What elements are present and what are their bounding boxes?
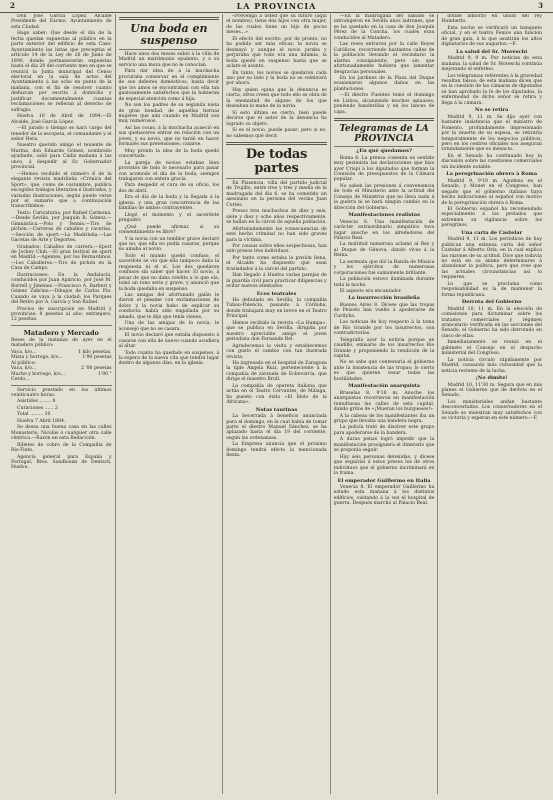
article-paragraph: Bruselas 8, 9'10 m. Anoche los anarquistas recorrieron en manifestación tumultuosa las calles de esta capital, dando gritos de «¡Mueran los burgueses!»	[333, 390, 435, 413]
col5-paragraphs-5	[441, 237, 542, 298]
article-paragraph: No son los padres de su segunda nieta de gran bondad, de aquellas tiernas mujeres que aún cuando en Madrid son muy numerosos.	[118, 103, 220, 125]
divider	[119, 49, 220, 50]
article-paragraph: Agradecemos la visita y establecemos con gusto el cambio con tan ilustrada revista.	[226, 343, 327, 360]
article-paragraph: Así las cosas, á la muchacha acaeció en sus quehaceres entrar en relación con un joven, y su novio, que no tardó en hacer formales sus pretensiones: casarse.	[118, 125, 220, 148]
article-paragraph: Roma 8. La prensa comenta en sentido muy pesimista las declaraciones que hizo ayer Crispi á los diputados que forman la Comisión de presupuestos de la Cámara popular.	[333, 155, 435, 183]
article-paragraph: Hago saber: Que desde el día de la fecha quedan expuestas al público en la parte exterior del edificio de esta Casa-Ayuntamiento las listas que preceptúa el artículo 14 de la Ley de 26 de Junio de 1890, donde permanecerán expuestas hasta el día 20 del corriente mes en que se reunirá la Junta municipal del Censo electoral en la sala de actos del Ayuntamiento á las ocho en punto de la mañana, con el fin de resolver cuanto deduzcan por escrito á domicilio y justificar documentalmente cuantas reclamaciones se refieran al derecho de sufragio.	[11, 31, 112, 113]
article-paragraph: Por causas sobre ellos sospechosas, han sido presos tres individuos.	[226, 243, 327, 255]
article-paragraph: Madrid 9, 9 m. Por noticias de esta mañana, la salud de Sr. Moreschi continúa mejorando el enfermo.	[441, 56, 542, 73]
article-paragraph: Inmediatamente se reunió en el gabinete el Consejo en el despacho ministerial del Congreso.	[441, 340, 542, 357]
col4-paragraphs-2	[334, 156, 435, 212]
article-paragraph: El efecto del escrito, por de pronto, no ha podido ser más eficaz; la novia se desmayó y aunque el novio juraba y perjuraba que todo era una infamia, la boda quedó en suspenso hasta que se aclare el asunto.	[226, 36, 327, 70]
article-paragraph: Ha ingresado en el hospital de Zaragoza la tiple Ángela Ruiz, perteneciente á la compañía de zarzuela de Echevarría, que dirige el maestro Brull.	[226, 361, 327, 383]
article-paragraph: Presos tres muchachos de diez y seis, siete y diez y ocho años respectivamente, se hallan en la cárcel de aquella población.	[226, 209, 327, 226]
market-value: 1 kilo pesetas.	[78, 349, 112, 355]
article-paragraph: Huelva 7 Abril 1894.	[17, 418, 66, 424]
divider	[334, 146, 435, 147]
divider	[226, 142, 327, 145]
article-paragraph: Madrid 9, 11 m. Se dijo ayer con bastante insistencia que el ministro de Fomento, profundamente impresionado por la muerte de su esposa, se retiraría temporalmente de los negocios públicos, pero en los centros oficiales nos aseguran rotundamente que es inexacto.	[441, 114, 542, 153]
market-label: Cerdo...	[11, 377, 30, 383]
col1-extra	[11, 388, 112, 471]
market-label: Vaca, k/o...	[11, 349, 37, 355]
article-paragraph: —El diestro Fuentes tomó el domingo en Lisboa, alcanzando muchos aplausos; poniendo banderillas y en los lances de capa.	[333, 93, 435, 115]
article-paragraph: Los telegramas referentes á la gravedad resultan falsos; de esta mañana dicen que en la cuestión de las cámaras de diputados se han aprobado la fe de los diputados, la enfermedad de dicho señor se retira y llega á la cámara.	[441, 73, 542, 106]
subhead-salud: La salud del Sr. Moreschi	[456, 48, 528, 55]
market-value: 1'90 "	[97, 371, 112, 377]
article-paragraph: Las amigas del afortunado galán le dieron el pésame con exclamaciones de dolor, y la novia hubo de explicar su conducta: había sido engañada por su amado, que le dijo que tenía vienes.	[118, 293, 220, 320]
col5-paragraphs-2	[441, 56, 542, 106]
article-paragraph: Don José García López. Alcalde Presidente del Excmo. Ayuntamiento de esta Ciudad.	[11, 14, 112, 30]
article-paragraph: No se sabe qué contestaría el gobierno ante la insistencia de las tropas; lo cierto es que quieren cesar todas las hostilidades.	[333, 360, 435, 382]
article-paragraph: Madrid 10, 11 m. En la elección de comisiones para dictaminar sobre los tratados comerciales y régimen arancelario verificada en las secciones del Senado, el Gobierno ha sido derrotado en cinco de ellas.	[441, 306, 542, 339]
article-paragraph: Hay seis personas detenidas, y dícese que seguirán á estos presos los de otros individuos que el gobierno incriminará en la trama.	[333, 454, 435, 477]
col3-paragraphs-3	[226, 298, 327, 406]
col1-paragraphs	[11, 14, 112, 323]
market-intro: Reses de la matanza de ayer en el matadero público:	[11, 337, 112, 349]
article-paragraph: Total ......... 10	[17, 412, 51, 418]
market-table	[11, 350, 112, 383]
article-paragraph: donde almorzó en unión del rey Humberto.	[441, 14, 542, 25]
article-paragraph: La compañía de opereta italiana que actúa en el Teatro Cervantes, de Málaga, ha puesto con éxito «El Ídolo de la Africana».	[226, 383, 327, 406]
article-paragraph: Hemos recibido la revista «La Hampa», que se publica en Sevilla, dirigida por nuestro apreciable amigo el joven periodista don Fernando Bel.	[226, 320, 327, 343]
article-paragraph: La pareja de novios estaban bien provistos de todo lo necesario para pasar con acomodo el día de la boda, siempre trabajaron con entera gracia.	[118, 160, 220, 182]
article-paragraph: —En la madrugada del sábado se introdujeron en Sevilla unos ladrones, que se ha quedado en la casa de don Joaquín Pérez de la Concha, los cuales eran conducidos al Matadero.	[333, 14, 435, 41]
article-paragraph: Ha debutado en Sevilla, la compañía Tubau-Palencia, pasando á Córdoba, donde trabajará muy en breve en el Teatro Principal.	[226, 298, 327, 320]
article-paragraph: El aspecto era encantador.	[339, 289, 402, 295]
article-paragraph: Madrid 10, 11'30 m. Segura que en mis planes el Gobierno que de derrota en el Senado.	[441, 382, 542, 399]
market-value: 1'90 pesetas	[82, 355, 112, 361]
article-paragraph: Telegrafía ayer la noticia porque un caudillo, emisario de los insurrectos Rio Grande y proponiendo la rendición de la capital.	[333, 337, 435, 360]
article-paragraph: La becerrada á beneficio anunciada para el domingo, en la cual había de tomar parte el diestro Manuel Sánchez, se ha aplazado hasta el día 19 del corriente, según las ordenanzas.	[226, 414, 327, 441]
col5-paragraphs-7	[441, 383, 542, 422]
article-paragraph: Venecia 8. El emperador Guillermo ha estado esta mañana á los distintos edificios, visitando á la vez el hospital de guerra. Después marchó al Palacio Real.	[333, 484, 435, 507]
col5-paragraphs-6	[441, 307, 542, 374]
subhead-peregrinacion: La peregrinación obrera á Roma	[446, 171, 538, 178]
divider	[226, 178, 327, 179]
market-label: Vaca, k/o...	[11, 366, 37, 372]
col3-paragraphs-2	[226, 181, 327, 290]
col4-paragraphs-3	[334, 220, 435, 295]
article-paragraph: La multitud numerosa aclamó al Rey y al Duque de Génova, dando vivas á la Reina.	[333, 242, 435, 259]
article-paragraph: Texto: Caricaturas, por Rafael Carmona.—Desde Sevilla, por Joaquín R. Gómez.—Gimnástica.—Polo y Tennis.—Tiro de pichón.—Carreras de caballos y cacerías.—Sección de sport.—La Madrileña.—Las Gacetas de Arte y Deportes.	[11, 210, 112, 244]
subhead-derrota: Derrota del Gobierno	[461, 299, 522, 306]
headline-telegramas: Telegramas de LA PROVINCIA	[339, 124, 429, 145]
article-paragraph: Lo que se proclama como responsabilidad es la de mantener la forma republicana.	[441, 281, 542, 298]
article-paragraph: Si es el novio, puede pasar; pero si no, no sabemos qué decir.	[226, 128, 327, 139]
article-paragraph: «Prevenga á usted que su futuro (aquí el nombre), tiene dos hijos con otra mujer, de las cuales tiene un hijo de pocos meses...»	[226, 14, 327, 36]
market-label: Mixta y borrego, k/o...	[11, 355, 63, 361]
subhead-anarquista: Manifestación anarquista	[348, 383, 420, 390]
divider	[11, 385, 112, 386]
article-paragraph: La Empresa anuncia que el próximo domingo tendrá efecto la mencionada fiesta.	[226, 442, 327, 459]
article-paragraph: Para dar idea de á la muchacha procuraba conservar en el cumplimiento de sus deberes domésticos, basta decir que los amos se encontraban con ella tan gustosamente satisfechos que la hubieran de especial atención como á hija.	[118, 69, 220, 102]
article-paragraph: Buenos Aires 8. Dícese que las tropas de Peixoto han vuelto á apoderarse de Curityba.	[333, 302, 435, 319]
col4-paragraphs-6	[334, 485, 435, 507]
divider	[11, 325, 112, 326]
article-paragraph: —Hemos recibido el número 6 de la elegante revista madrileña «Crónica del Sport», que, como de costumbre, publica escogidos trabajos literarios é ilustrados, y variadas ilustraciones, según puede verse por el sumario que a continuación transcribimos:	[11, 171, 112, 210]
article-paragraph: En los jardines de la Plaza del Duque ocasionaron algunos daños en las plantaciones.	[333, 75, 435, 92]
market-label: Al público:	[11, 360, 36, 366]
article-paragraph: Todo el mundo quedó confuso, el sacerdote se vió que ella tampoco daba la respuesta ni el sí. Los dos quedaron confusos sin saber qué hacer. El novio, á pesar de que no daba crédito a lo que oía, tomó un tono serio y grave, y anunció que la boda quedaba en suspenso.	[118, 253, 220, 292]
col5-paragraphs-3	[441, 115, 542, 171]
article-paragraph: Grabados: Caballos de carrera.—Sport de Jockey Club.—El gran festival de sport en Madrid.—Agentes, por los Bernardinos.—Los Caballeros.—Tiro de pichón en la Casa de Campo.	[11, 244, 112, 272]
headline-todas-partes: De todas partes	[245, 146, 308, 176]
article-paragraph: Para despedir el cura de su oficio, los dos de abril.	[118, 183, 220, 194]
subhead-no-retira: No se retira	[475, 107, 509, 114]
market-row	[11, 377, 112, 382]
article-paragraph: La serenata que dió la Banda de Música y los ejércitos de numerosas corporaciones fué sumamente brillante.	[333, 259, 435, 276]
article-paragraph: Muy pronto la idea de la boda quedó concertada.	[118, 148, 220, 160]
subhead-taurinas: Notas taurinas	[255, 406, 298, 413]
article-paragraph: Precios de suscripción en Madrid y provincias: 8 pesetas al año; extranjero, 12 pesetas.	[11, 306, 112, 323]
col4-paragraphs-4	[334, 303, 435, 382]
article-paragraph: Hay quien opina que la denuncia es cierta, otros creen que todo ello es obra de la enemistad de alguno de los que deseaban la mano de la novia.	[226, 87, 327, 110]
article-paragraph: La población estuvo iluminada durante toda la noche.	[333, 277, 435, 288]
divider	[334, 118, 435, 121]
col4-paragraphs-5	[334, 391, 435, 477]
subhead-castelar: Una carta de Castelar	[461, 229, 523, 236]
article-paragraph: Afortunadamente las consecuencias de este hecho criminal no han sido graves para la víctima.	[226, 226, 327, 243]
col5-paragraphs	[441, 14, 542, 48]
subhead-no-dimite: ¡No dimite!	[475, 375, 508, 382]
article-paragraph: Las reses entraron por la calle Reyes Católicos, recorriendo bastantes calles de la población llevando el vecindario la alarma consiguiente, pero sin que afortunadamente hubiera que lamentar desgracias personales.	[333, 42, 435, 75]
article-paragraph: Las noticias de hoy respecto á la toma de Río Grande por los insurrectos, son contradictorias.	[333, 320, 435, 337]
article-paragraph: —El jurado o tiempo se hará cargo del tenedor de la escopeta, el comandante y el señor Hera.	[11, 126, 112, 142]
col3-paragraphs	[226, 14, 327, 139]
subhead-quedamos: ¿En qué quedamos?	[356, 148, 412, 155]
article-paragraph: A la cabeza de los manifestantes iba un grupo que llevaba una bandera negra.	[333, 413, 435, 424]
article-paragraph: Los ministeriales andan bastante desconcertados. Los conservadores en el Senado se muestran muy satisfechos con su victoria y esperan en este número.—F.	[441, 399, 542, 422]
column-3	[223, 14, 331, 794]
column-5	[438, 14, 545, 794]
article-paragraph: En el Senado ha continuado hoy la discusión sobre las cuestiones comerciales sin incidente notable.	[441, 153, 542, 170]
article-paragraph: Venecia 8. Una manifestación de carácter extraordinario simpático tuvo lugar anoche en los alrededores del Palacio Real.	[333, 219, 435, 241]
article-paragraph: Asistidos ........ 8	[17, 399, 56, 405]
market-label: Macho y borrego, k/o...	[11, 371, 66, 377]
article-paragraph: Si esto último es cierto, bien puede decirse que el autor de la denuncia ha logrado su objeto.	[226, 110, 327, 127]
article-paragraph: Se desea una buena casa en las calles Monasterio, Nicolás ó cualquier otra calle céntrica.—Razón en esta Redacción.	[11, 425, 112, 442]
subhead-ecos: Ecos teatrales	[256, 290, 297, 297]
article-paragraph: Agencia general para España y Portugal, Bres. Sandbaum de Dentsch, Huelva.	[11, 454, 112, 471]
subhead-realistas: Manifestaciones realistas	[348, 212, 420, 219]
article-paragraph: Esta noche se verificará un banquete oficial, y en el teatro Fenice una función de gran gala, á la que asistirán los altos dignatarios de sus augustos.—F.	[441, 25, 542, 48]
article-paragraph: Madrid 9, 9'10 m. Agudeza en el Senado, y Monet en el Congreso, han negado que el gobierno italiano haya hecho indicaciones al español con motivo de la peregrinación obrera á Roma.	[441, 178, 542, 206]
article-paragraph: Por tanto como estaba la prisión llena, el Alcalde ha dispuesto que sean trasladados á la cárcel del partido.	[226, 255, 327, 272]
col3-paragraphs-4	[226, 414, 327, 459]
article-paragraph: Nuestro querido amigo el teniente de Marina, don Eduardo Gómez, nombrado ayudante, salió para Cádiz mañana á las once, á despedir al Sr. Gobernador provincial.	[11, 143, 112, 171]
newspaper-title: LA PROVINCIA	[236, 1, 317, 11]
page-number: 2	[10, 1, 15, 10]
article-paragraph: En tanto, los novios se quedaron cada uno por su lado y la boda no se celebrará por ahora.	[226, 70, 327, 87]
article-paragraph: El novio declaró que estaba dispuesto á casarse con ella de nuevo cuando acudiera al altar.	[118, 333, 220, 350]
article-paragraph: Huelva 10 de Abril de 1894.—El Alcalde, José García López.	[11, 114, 112, 125]
article-paragraph: Servicio prestado en los últimos veinticuatro horas:	[11, 387, 112, 398]
article-paragraph: La policía trató de disolver este grupo para apoderarse de la bandera.	[333, 425, 435, 436]
subhead-emperador: El emperador Guillermo en Italia	[337, 477, 431, 484]
article-paragraph: En Plasencia, villa del partido judicial de Trujillo, entre tres y tres y media de la madrugada del día 6, se ha cometido un asesinato en la persona del vecino Juan Cortés.	[226, 180, 327, 208]
col4-paragraphs	[334, 14, 435, 115]
article-paragraph: Una de las amigas de la novia, le aconsejó que no se casara.	[118, 321, 220, 332]
article-paragraph: El Gobierno español ha recomendado especialmente á los prelados que extremen su vigilancia sobre los peregrinos.	[441, 206, 542, 229]
column-1	[8, 14, 116, 794]
headline-boda: Una boda en suspenso	[130, 22, 208, 47]
subhead-brasilena: La insurrección brasileña	[348, 295, 420, 302]
article-paragraph: Era el día de la boda y la llegada á la iglesia, y una gran concurrencia de las familias de ambos contrayentes.	[118, 195, 220, 212]
columns	[8, 14, 545, 794]
column-2	[116, 14, 224, 794]
article-paragraph: Curaciones ...... 2	[17, 405, 58, 411]
article-paragraph: ¿Qué puede afirmar, si su consentimiento es libre?	[118, 224, 220, 236]
market-value: 2 '00 pesetas	[80, 366, 112, 372]
col5-paragraphs-4	[441, 179, 542, 229]
article-paragraph: Hace unos dos meses subió á la villa de Madrid un matrimonio opulento, y a su servicio una moza que no le conocían.	[118, 52, 220, 68]
article-paragraph: Ilustraciones: En la Andalucía, conducidos por Juan Aparicio, por José M. Borrell y Jiménez.—Francisco A. Barberí y Gómez Zabrino.—Dibujos de Carlos Pío. Cuando se vaya á la ciudad; los Parques del Retiro por A. García y San Rafael.	[11, 272, 112, 306]
article-paragraph: Han llegado á Huelva varias parejas de la guardia civil para practicar diligencias y evitar nuevos atentados.	[226, 273, 327, 290]
article-paragraph: Madrid 9, 11 m. Los periódicos de hoy publican una extensa carta del señor Castelar á Alberto Oria, en la cual explica las razones de su actitud. Dice que todavía no está en su ánimo determinarse á abandonar la política, pero que cree que las actuales circunstancias así lo requieren.	[441, 237, 542, 281]
market-title: Matadero y Mercado	[23, 328, 99, 337]
divider	[119, 17, 220, 20]
page-number-right: 3	[538, 1, 543, 10]
article-paragraph: No saben las presiones á conveniencia de todo el Ministerio ante la actitud del Consejo de Ministros que no lleva nada á la guerra ni se hará ningún cambio en la dirección del Gobierno.	[333, 183, 435, 211]
article-paragraph: Billetes de cobro de la Compañía de Río-Tinto.	[11, 442, 112, 454]
masthead	[0, 0, 553, 13]
article-paragraph: Y la novia con un temblor grave declaró que no; que ella no podía casarse, porque no amaba al novio.	[118, 236, 220, 253]
col2-paragraphs	[119, 52, 220, 367]
column-4	[331, 14, 439, 794]
article-paragraph: A duras penas logró impedir que la manifestación prosiguiera el itinerario que se proponía seguir.	[333, 437, 435, 454]
article-paragraph: Todo cuanto ha quedado en suspenso, á la espera de la nueva cita que tendrá lugar dentro de algunos días, en la iglesia.	[118, 350, 220, 367]
article-paragraph: La noticia circuló rápidamente por Madrid, causando más curiosidad que la noticia reciente de la lucha.	[441, 357, 542, 374]
article-paragraph: Llegó el momento y el sacerdote preguntó:	[118, 212, 220, 224]
